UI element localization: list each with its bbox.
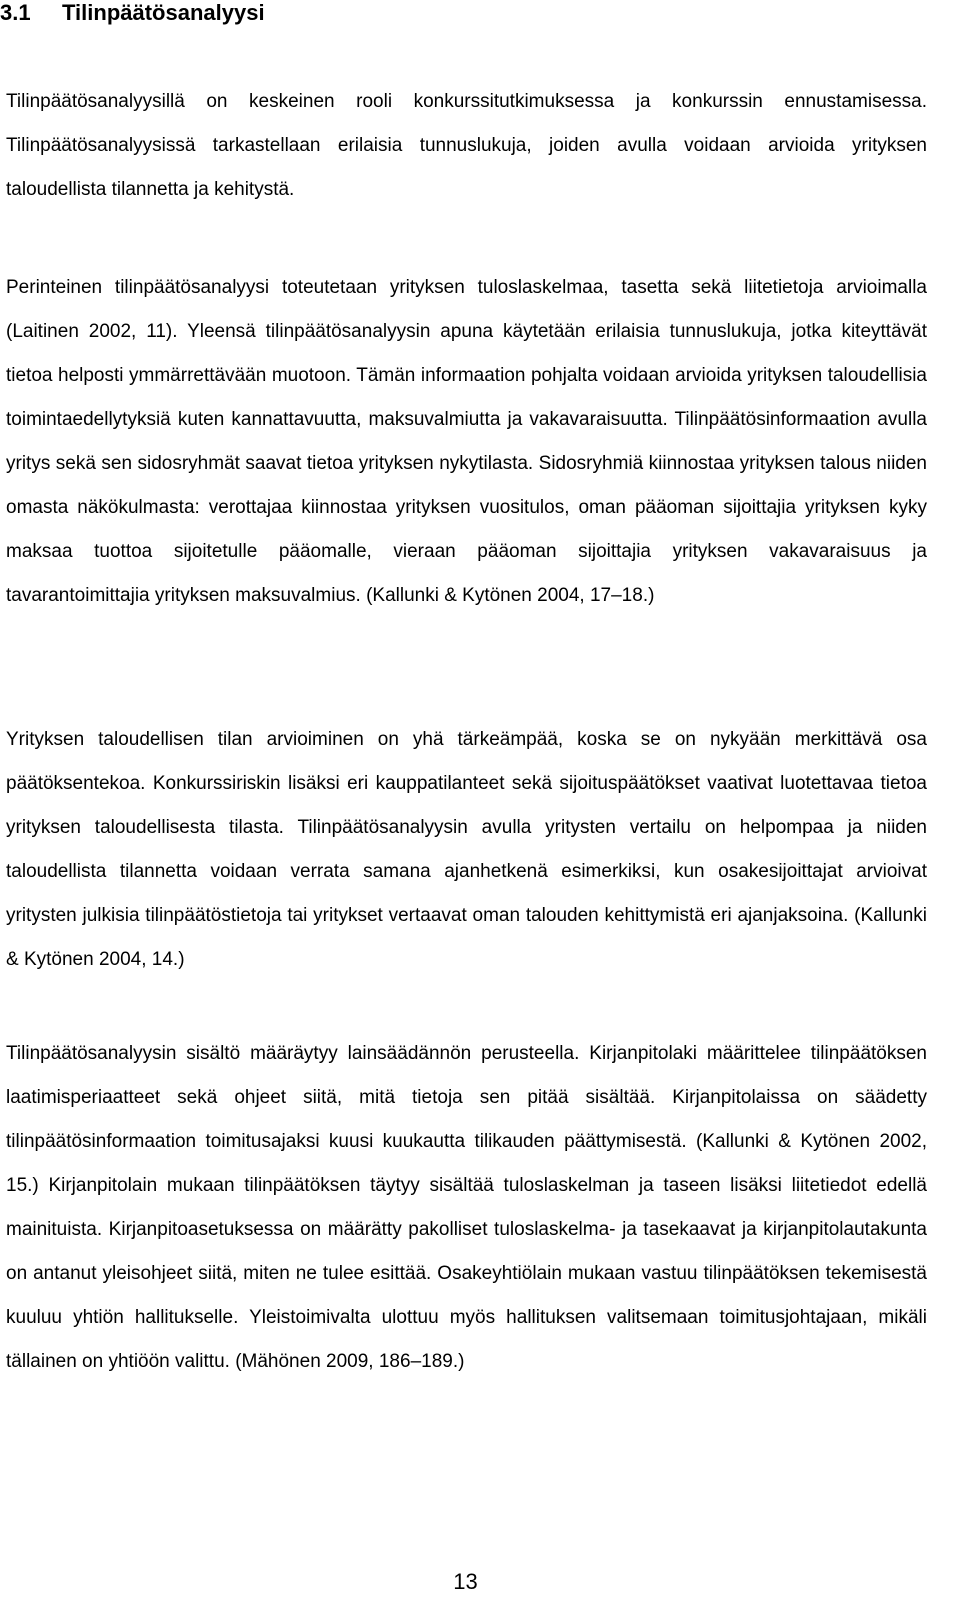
paragraph: Perinteinen tilinpäätösanalyysi toteutetaan yrityksen tuloslaskelmaa, tasetta sekä liitetietoja arvioimalla (Laitinen 2002, 11). Yleensä tilinpäätösanalyysin apuna käytetään erilaisia tunnuslukuja, jotka kiteyttävät tietoa helposti ymmärrettävään muotoon. Tämän informaation pohjalta voidaan arvioida yrityksen taloudellisia toimintaedellytyksiä kuten kannattavuutta, maksuvalmiutta ja vakavaraisuutta. Tilinpäätösinformaation avulla yritys sekä sen sidosryhmät saavat tietoa yrityksen nykytilasta. Sidosryhmiä kiinnostaa yrityksen talous niiden omasta näkökulmasta: verottajaa kiinnostaa yrityksen vuositulos, oman pääoman sijoittajia yrityksen kyky maksaa tuottoa sijoitetulle pääomalle, vieraan pääoman sijoittajia yrityksen vakavaraisuus ja tavarantoimittajia yrityksen maksuvalmius. (Kallunki & Kytönen 2004, 17–18.): [6, 277, 927, 606]
section-title: Tilinpäätösanalyysi: [62, 0, 265, 25]
paragraph: Tilinpäätösanalyysillä on keskeinen rooli konkurssitutkimuksessa ja konkurssin ennustamisessa. Tilinpäätösanalyysissä tarkastellaan erilaisia tunnuslukuja, joiden avulla voidaan arvioida yrityksen taloudellista tilannetta ja kehitystä.: [6, 91, 927, 200]
section-number: 3.1: [0, 0, 31, 25]
paragraph: Yrityksen taloudellisen tilan arvioiminen on yhä tärkeämpää, koska se on nykyään merkittävä osa päätöksentekoa. Konkurssiriskin lisäksi eri kauppatilanteet sekä sijoituspäätökset vaativat luotettavaa tietoa yrityksen taloudellisesta tilasta. Tilinpäätösanalyysin avulla yritysten vertailu on helpompaa ja niiden taloudellista tilannetta voidaan verrata samana ajanhetkenä esimerkiksi, kun osakesijoittajat arvioivat yritysten julkisia tilinpäätöstietoja tai yritykset vertaavat oman talouden kehittymistä eri ajanjaksoina. (Kallunki & Kytönen 2004, 14.): [6, 729, 927, 970]
page-number: 13: [453, 1569, 478, 1594]
section-heading: [0, 0, 265, 26]
paragraph: Tilinpäätösanalyysin sisältö määräytyy lainsäädännön perusteella. Kirjanpitolaki määrittelee tilinpäätöksen laatimisperiaatteet sekä ohjeet siitä, mitä tietoja sen pitää sisältää. Kirjanpitolaissa on säädetty tilinpäätösinformaation toimitusajaksi kuusi kuukautta tilikauden päättymisestä. (Kallunki & Kytönen 2002, 15.) Kirjanpitolain mukaan tilinpäätöksen täytyy sisältää tuloslaskelman ja taseen lisäksi liitetiedot edellä mainituista. Kirjanpitoasetuksessa on määrätty pakolliset tuloslaskelma- ja tasekaavat ja kirjanpitolautakunta on antanut yleisohjeet siitä, miten ne tulee esittää. Osakeyhtiölain mukaan vastuu tilinpäätöksen tekemisestä kuuluu yhtiön hallitukselle. Yleistoimivalta ulottuu myös hallituksen valitsemaan toimitusjohtajaan, mikäli tällainen on yhtiöön valittu. (Mähönen 2009, 186–189.): [6, 1043, 927, 1372]
